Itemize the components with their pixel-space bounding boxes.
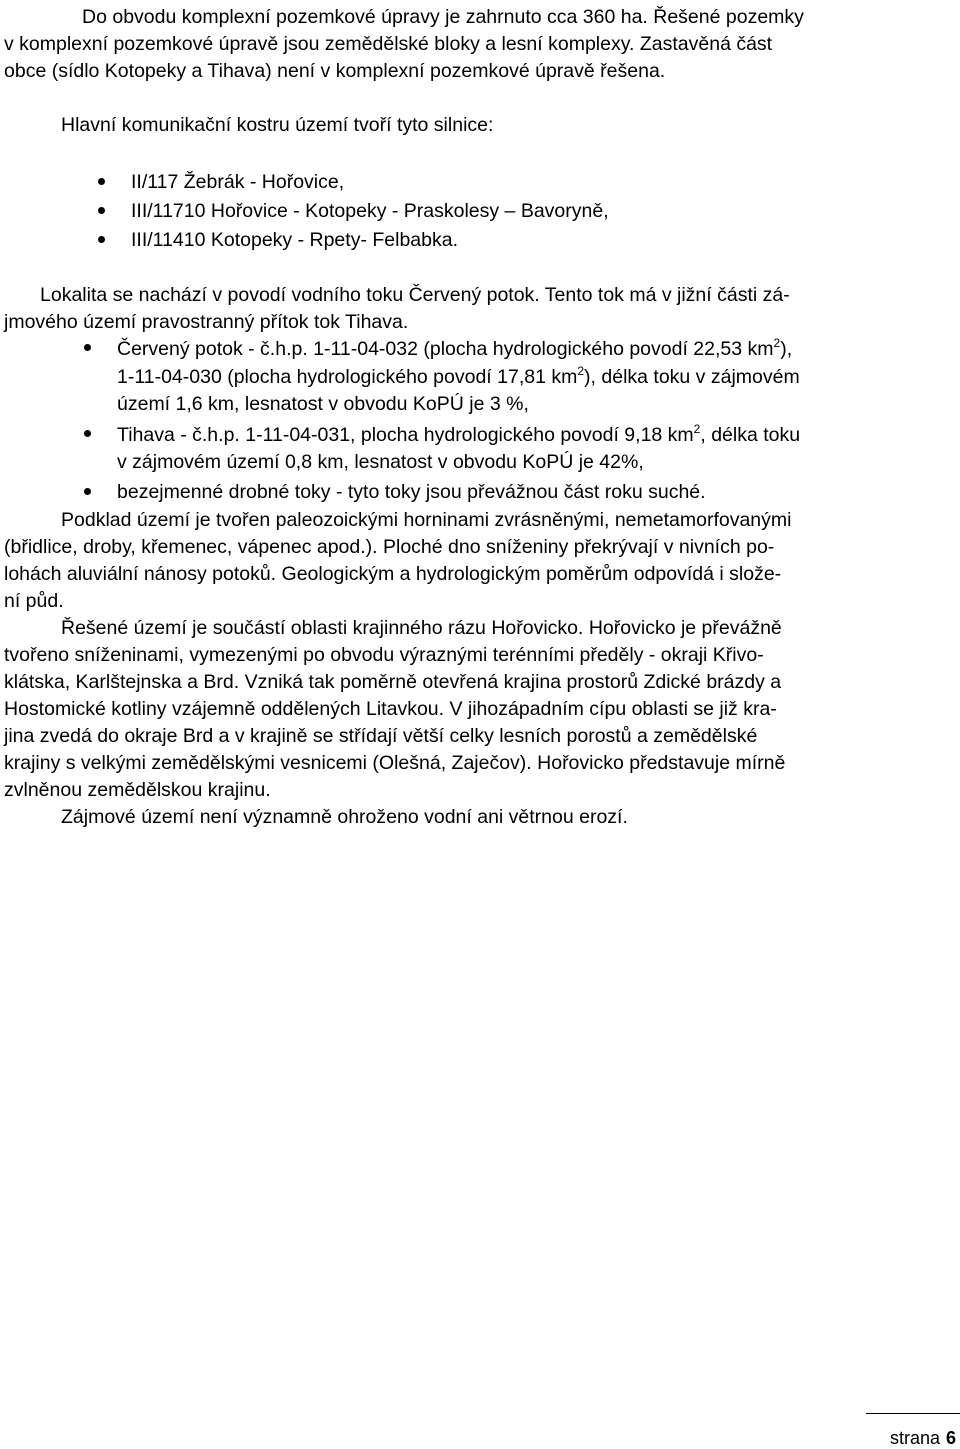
cerveny-potok-text-a: Červený potok - č.h.p. 1-11-04-032 (plocha hydrologického povodí 22,53 km — [117, 338, 774, 360]
landscape-line-4: Hostomické kotliny vzájemně oddělených Litavkou. V jihozápadním cípu oblasti se již kra- — [4, 698, 777, 720]
paragraph-intro-line-3: obce (sídlo Kotopeky a Tihava) není v komplexní pozemkové úpravě řešena. — [4, 60, 666, 82]
geology-line-4: ní půd. — [4, 590, 64, 612]
road-item-2: III/11710 Hořovice - Kotopeky - Praskolesy – Bavoryně, — [131, 200, 609, 222]
superscript-2: 2 — [773, 336, 781, 350]
bullet-icon — [84, 488, 91, 495]
water-line-1-text: Lokalita se nachází v povodí vodního toku Červený potok. Tento tok má v jižní části zá- — [40, 284, 790, 306]
superscript-2: 2 — [693, 422, 701, 436]
landscape-line-2: tvořeno sníženinami, vymezenými po obvodu výraznými terénními předěly - okraji Křivo- — [4, 644, 764, 666]
paragraph-intro-line-2: v komplexní pozemkové úpravě jsou zemědělské bloky a lesní komplexy. Zastavěná část — [4, 33, 773, 55]
bezejmenne-toky-item: bezejmenné drobné toky - tyto toky jsou převážnou část roku suché. — [117, 481, 706, 503]
footer-rule — [866, 1413, 960, 1414]
tihava-text-a: Tihava - č.h.p. 1-11-04-031, plocha hydrologického povodí 9,18 km — [117, 424, 694, 446]
geology-line-2: (břidlice, droby, křemenec, vápenec apod.). Ploché dno sníženiny překrývají v nivních po- — [4, 536, 775, 558]
landscape-line-5: jina zvedá do okraje Brd a v krajině se střídají větší celky lesních porostů a zemědělské — [4, 725, 758, 747]
bullet-icon — [98, 236, 105, 243]
landscape-line-6: krajiny s velkými zemědělskými vesnicemi (Olešná, Zaječov). Hořovicko představuje mírně — [4, 752, 786, 774]
road-item-1: II/117 Žebrák - Hořovice, — [131, 171, 345, 193]
tihava-line-2: v zájmovém území 0,8 km, lesnatost v obvodu KoPÚ je 42%, — [117, 451, 644, 473]
paragraph-intro-line-1: Do obvodu komplexní pozemkové úpravy je zahrnuto cca 360 ha. Řešené pozemky — [82, 6, 804, 28]
water-paragraph-line-2: jmového území pravostranný přítok tok Tihava. — [4, 311, 409, 333]
cerveny-potok-text-b-end: ), délka toku v zájmovém — [584, 366, 800, 388]
water-paragraph-line-1 — [40, 282, 956, 308]
cerveny-potok-line-3: území 1,6 km, lesnatost v obvodu KoPÚ je 3 %, — [117, 393, 529, 415]
cerveny-potok-text-b: 1-11-04-030 (plocha hydrologického povodí 17,81 km — [117, 366, 578, 388]
page-number: 6 — [945, 1428, 956, 1448]
tihava-line-1 — [117, 422, 800, 448]
bullet-icon — [98, 207, 105, 214]
superscript-2: 2 — [577, 364, 585, 378]
landscape-line-3: klátska, Karlštejnska a Brd. Vzniká tak poměrně otevřená krajina prostorů Zdické brázdy a — [4, 671, 782, 693]
geology-line-3: lohách aluviální nánosy potoků. Geologickým a hydrologickým poměrům odpovídá i slože- — [4, 563, 782, 585]
geology-line-1: Podklad území je tvořen paleozoickými horninami zvrásněnými, nemetamorfovanými — [61, 509, 792, 531]
cerveny-potok-line-2 — [117, 364, 800, 390]
cerveny-potok-text-a-end: ), — [780, 338, 793, 360]
bullet-icon — [98, 178, 105, 185]
erosion-paragraph: Zájmové území není významně ohroženo vodní ani větrnou erozí. — [61, 806, 628, 828]
landscape-line-7: zvlněnou zemědělskou krajinu. — [4, 779, 271, 801]
tihava-text-a-end: , délka toku — [700, 424, 801, 446]
landscape-line-1: Řešené území je součástí oblasti krajinného rázu Hořovicko. Hořovicko je převážně — [61, 617, 782, 639]
bullet-icon — [84, 344, 91, 351]
page-footer — [890, 1428, 956, 1449]
page-label: strana — [889, 1428, 940, 1448]
bullet-icon — [84, 430, 91, 437]
roads-intro: Hlavní komunikační kostru území tvoří tyto silnice: — [61, 114, 494, 136]
cerveny-potok-line-1 — [117, 336, 792, 362]
road-item-3: III/11410 Kotopeky - Rpety- Felbabka. — [131, 229, 458, 251]
